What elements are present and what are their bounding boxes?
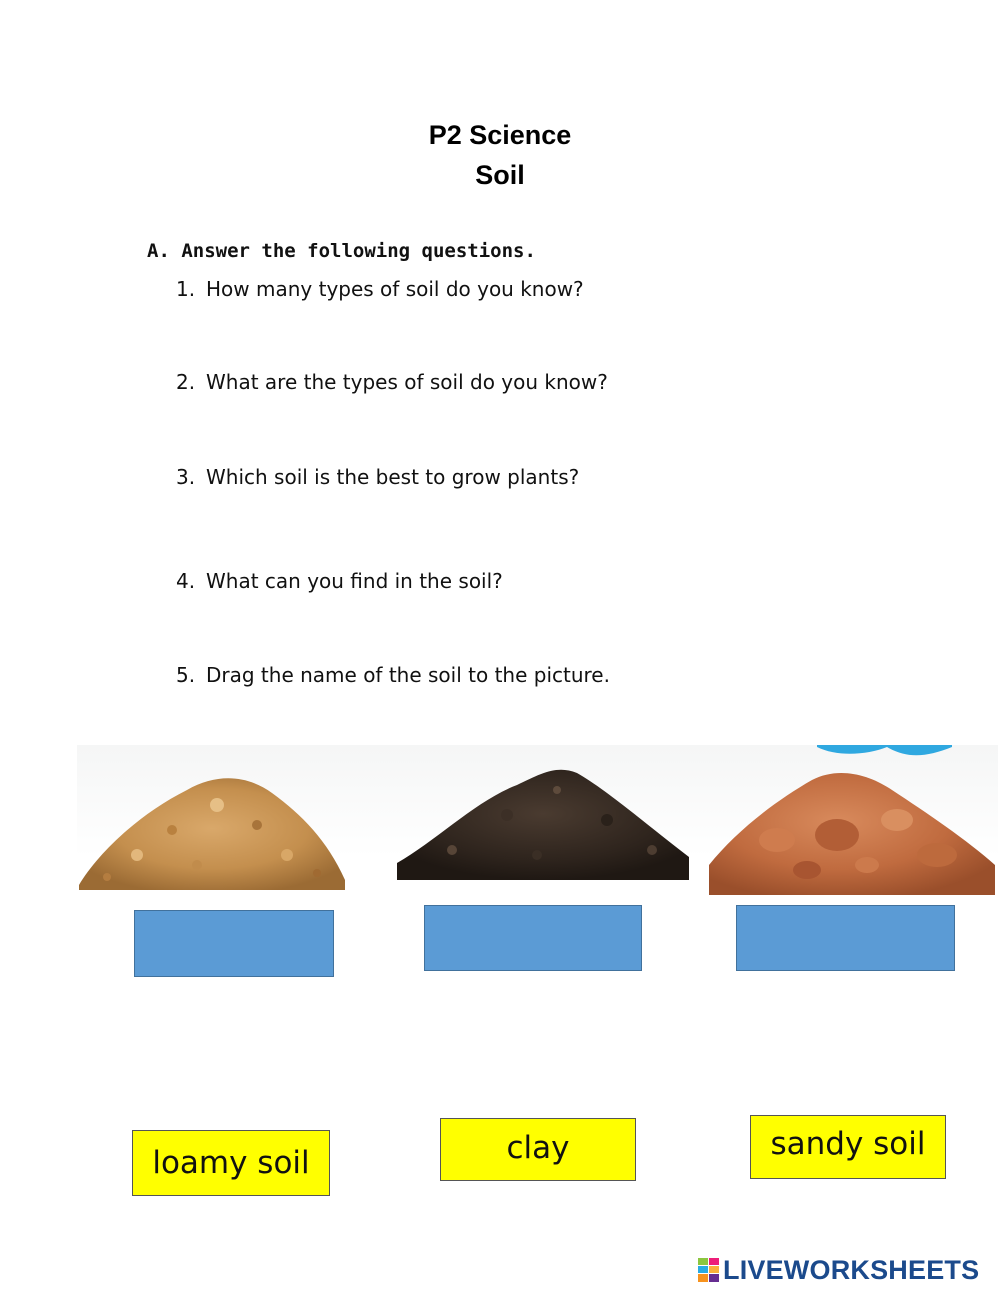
worksheet-title: P2 Science — [428, 120, 572, 150]
question-text: Which soil is the best to grow plants? — [206, 465, 580, 489]
drag-tag-clay[interactable]: clay — [440, 1118, 636, 1181]
question-text: What are the types of soil do you know? — [206, 370, 608, 394]
question-text: How many types of soil do you know? — [206, 277, 584, 301]
liveworksheets-logo — [698, 1254, 979, 1286]
section-a-heading: A. Answer the following questions. — [147, 240, 536, 262]
clay-soil-image — [709, 745, 995, 895]
question-3 — [176, 465, 579, 489]
question-text: What can you find in the soil? — [206, 569, 503, 593]
liveworksheets-logo-text: LIVEWORKSHEETS — [723, 1254, 980, 1285]
question-1 — [176, 277, 584, 301]
liveworksheets-logo-icon — [698, 1258, 720, 1282]
question-5 — [176, 663, 610, 687]
drop-zone-loamy[interactable] — [424, 905, 642, 971]
question-number: 5. — [176, 663, 196, 687]
soil-pictures-graphic — [77, 745, 998, 905]
question-number: 1. — [176, 277, 196, 301]
question-number: 3. — [176, 465, 196, 489]
soil-pictures — [77, 745, 998, 905]
question-number: 2. — [176, 370, 196, 394]
drag-tag-sandy-soil[interactable]: sandy soil — [750, 1115, 946, 1179]
question-number: 4. — [176, 569, 196, 593]
question-2 — [176, 370, 608, 394]
loamy-soil-image — [397, 770, 689, 880]
question-4 — [176, 569, 503, 593]
drag-tag-loamy-soil[interactable]: loamy soil — [132, 1130, 330, 1196]
sandy-soil-image — [79, 778, 345, 890]
drop-zone-clay[interactable] — [736, 905, 955, 971]
question-text: Drag the name of the soil to the picture. — [206, 663, 610, 687]
worksheet-subtitle: Soil — [475, 160, 525, 190]
drop-zone-sandy[interactable] — [134, 910, 334, 977]
